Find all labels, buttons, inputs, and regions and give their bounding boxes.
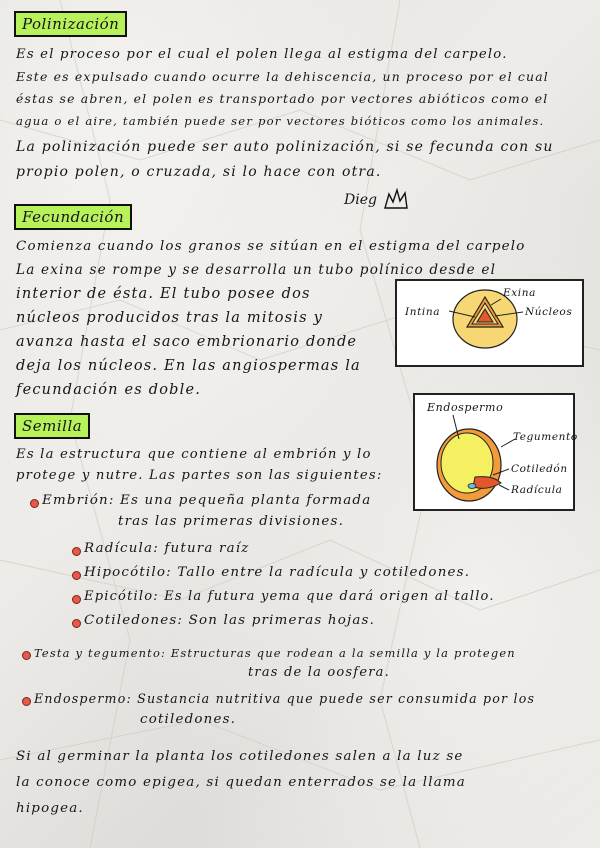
polinizacion-line-1: Es el proceso por el cual el polen llega al estigma del carpelo. xyxy=(16,47,508,62)
bullet-hipocotilo xyxy=(72,571,81,580)
label-cotiledon: Cotiledón xyxy=(511,463,568,475)
semilla-intro-2: protege y nutre. Las partes son las siguientes: xyxy=(16,468,383,483)
polinizacion-line-4: agua o el aire, también puede ser por vectores bióticos como los animales. xyxy=(16,114,545,128)
embrion-line-2: tras las primeras divisiones. xyxy=(118,514,345,529)
label-tegumento: Tegumento xyxy=(513,431,578,443)
fecundacion-line-2: La exina se rompe y se desarrolla un tubo polínico desde el xyxy=(16,262,497,278)
fecundacion-line-7: fecundación es doble. xyxy=(16,382,202,398)
pollen-diagram xyxy=(395,279,584,367)
bullet-testa xyxy=(22,651,31,660)
polinizacion-line-5: La polinización puede ser auto polinización, si se fecunda con su xyxy=(16,139,554,155)
signature-flame-icon xyxy=(381,188,411,212)
heading-polinizacion: Polinización xyxy=(14,11,127,37)
polinizacion-line-2: Este es expulsado cuando ocurre la dehiscencia, un proceso por el cual xyxy=(16,69,549,84)
signature-text: Dieg xyxy=(344,192,377,208)
heading-semilla: Semilla xyxy=(14,413,90,439)
fecundacion-line-6: deja los núcleos. En las angiospermas la xyxy=(16,358,361,374)
fecundacion-line-1: Comienza cuando los granos se sitúan en el estigma del carpelo xyxy=(16,239,526,254)
seed-diagram xyxy=(413,393,578,511)
bullet-embrion xyxy=(30,499,39,508)
bullet-epicotilo xyxy=(72,595,81,604)
endospermo-line-2: cotiledones. xyxy=(140,712,237,727)
bullet-endospermo xyxy=(22,697,31,706)
polinizacion-line-6: propio polen, o cruzada, si lo hace con otra. xyxy=(16,164,382,180)
pollen-grain-drawing xyxy=(397,281,582,365)
embrion-line-1: Embrión: Es una pequeña planta formada xyxy=(42,493,372,508)
embrion-part-epicotilo: Epicótilo: Es la futura yema que dará origen al tallo. xyxy=(84,589,495,604)
embrion-part-hipocotilo: Hipocótilo: Tallo entre la radícula y cotiledones. xyxy=(84,565,471,580)
semilla-intro-1: Es la estructura que contiene al embrión y lo xyxy=(16,447,372,462)
endospermo-line-1: Endospermo: Sustancia nutritiva que puede ser consumida por los xyxy=(34,691,536,706)
bullet-radicula xyxy=(72,547,81,556)
polinizacion-line-3: éstas se abren, el polen es transportado por vectores abióticos como el xyxy=(16,91,549,106)
conclusion-line-3: hipogea. xyxy=(16,801,84,816)
conclusion-line-2: la conoce como epigea, si quedan enterrados se la llama xyxy=(16,775,466,790)
signature xyxy=(344,188,411,212)
embrion-part-cotiledones: Cotiledones: Son las primeras hojas. xyxy=(84,613,376,628)
label-radicula: Radícula xyxy=(511,484,563,496)
fecundacion-line-3: interior de ésta. El tubo posee dos xyxy=(16,286,311,302)
label-intina: Intina xyxy=(405,306,441,318)
label-nucleos: Núcleos xyxy=(525,306,573,318)
embrion-part-radicula: Radícula: futura raíz xyxy=(84,541,250,556)
label-endospermo: Endospermo xyxy=(427,401,504,414)
label-exina: Exina xyxy=(503,287,536,299)
fecundacion-line-4: núcleos producidos tras la mitosis y xyxy=(16,310,323,326)
testa-line-2: tras de la oosfera. xyxy=(248,665,390,680)
heading-fecundacion: Fecundación xyxy=(14,204,132,230)
conclusion-line-1: Si al germinar la planta los cotiledones salen a la luz se xyxy=(16,749,464,764)
testa-line-1: Testa y tegumento: Estructuras que rodean a la semilla y la protegen xyxy=(34,646,516,660)
fecundacion-line-5: avanza hasta el saco embrionario donde xyxy=(16,334,358,350)
bullet-cotiledones xyxy=(72,619,81,628)
